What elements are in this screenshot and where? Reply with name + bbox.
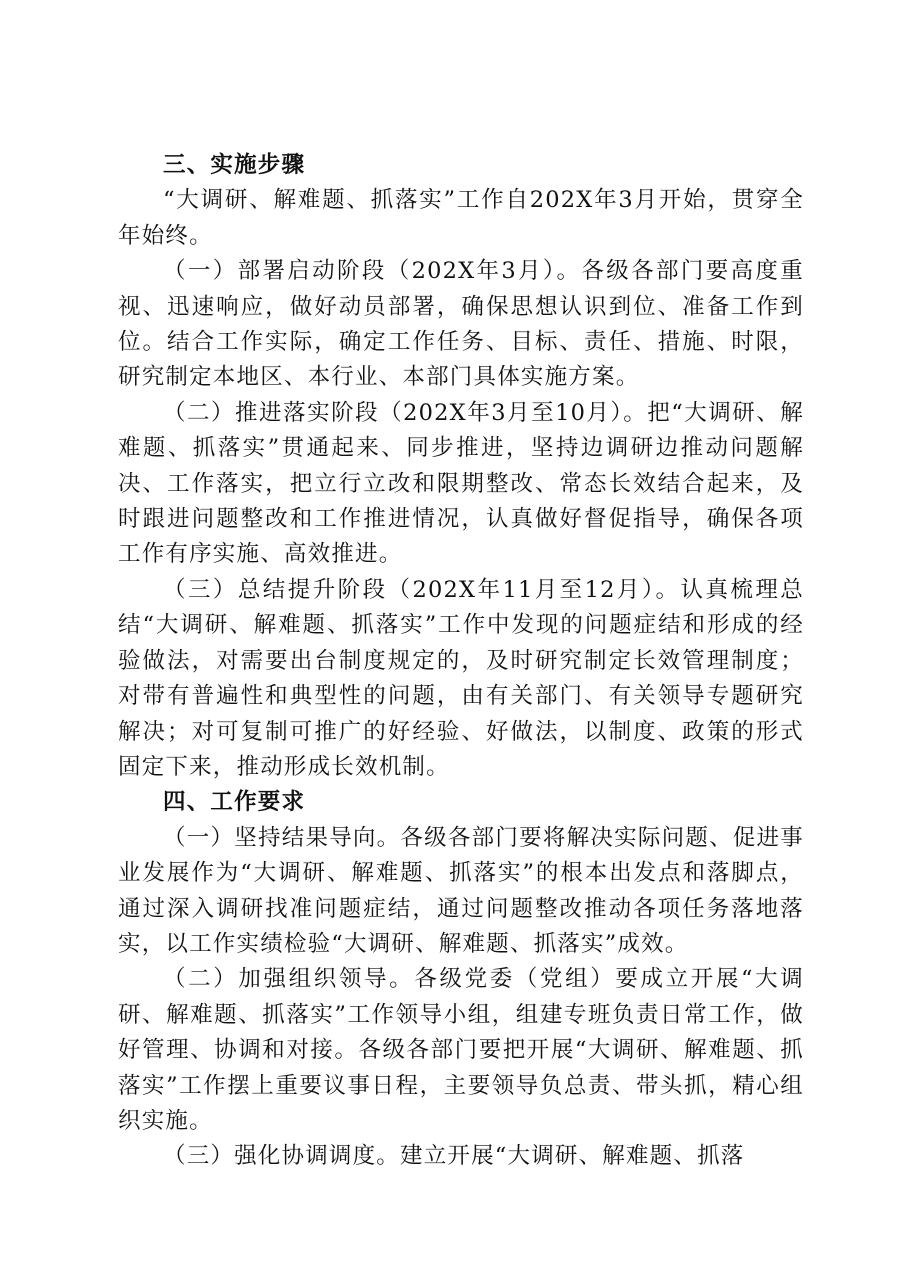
- paragraph-phase-implementation: （二）推进落实阶段（202X年3月至10月）。把“大调研、解难题、抓落实”贯通起来、同步推进，坚持边调研边推动问题解决、工作落实，把立行立改和限期整改、常态长效结合起来，及时跟进问题整改和工作推进情况，认真做好督促指导，确保各项工作有序实施、高效推进。: [118, 399, 804, 568]
- paragraph-organizational-leadership: （二）加强组织领导。各级党委（党组）要成立开展“大调研、解难题、抓落实”工作领导小组，组建专班负责日常工作，做好管理、协调和对接。各级各部门要把开展“大调研、解难题、抓落实”工作摆上重要议事日程，主要领导负总责、带头抓，精心组织实施。: [118, 966, 804, 1134]
- paragraph-phase-summary: （三）总结提升阶段（202X年11月至12月）。认真梳理总结“大调研、解难题、抓落实”工作中发现的问题症结和形成的经验做法，对需要出台制度规定的，及时研究制定长效管理制度；对带有普遍性和典型性的问题，由有关部门、有关领导专题研究解决；对可复制可推广的好经验、好做法，以制度、政策的形式固定下来，推动形成长效机制。: [118, 576, 804, 780]
- section-heading-work-requirements: 四、工作要求: [163, 789, 306, 816]
- paragraph-results-oriented: （一）坚持结果导向。各级各部门要将解决实际问题、促进事业发展作为“大调研、解难题、抓落实”的根本出发点和落脚点，通过深入调研找准问题症结，通过问题整改推动各项任务落地落实，以工作实绩检验“大调研、解难题、抓落实”成效。: [118, 824, 804, 957]
- paragraph-coordination: （三）强化协调调度。建立开展“大调研、解难题、抓落: [163, 1143, 745, 1170]
- section-heading-implementation-steps: 三、实施步骤: [163, 152, 306, 178]
- paragraph-phase-deployment: （一）部署启动阶段（202X年3月）。各级各部门要高度重视、迅速响应，做好动员部署，确保思想认识到位、准备工作到位。结合工作实际，确定工作任务、目标、责任、措施、时限，研究制定本地区、本行业、本部门具体实施方案。: [118, 258, 804, 391]
- paragraph-overview: “大调研、解难题、抓落实”工作自202X年3月开始，贯穿全年始终。: [118, 187, 804, 249]
- document-body: [118, 148, 804, 1175]
